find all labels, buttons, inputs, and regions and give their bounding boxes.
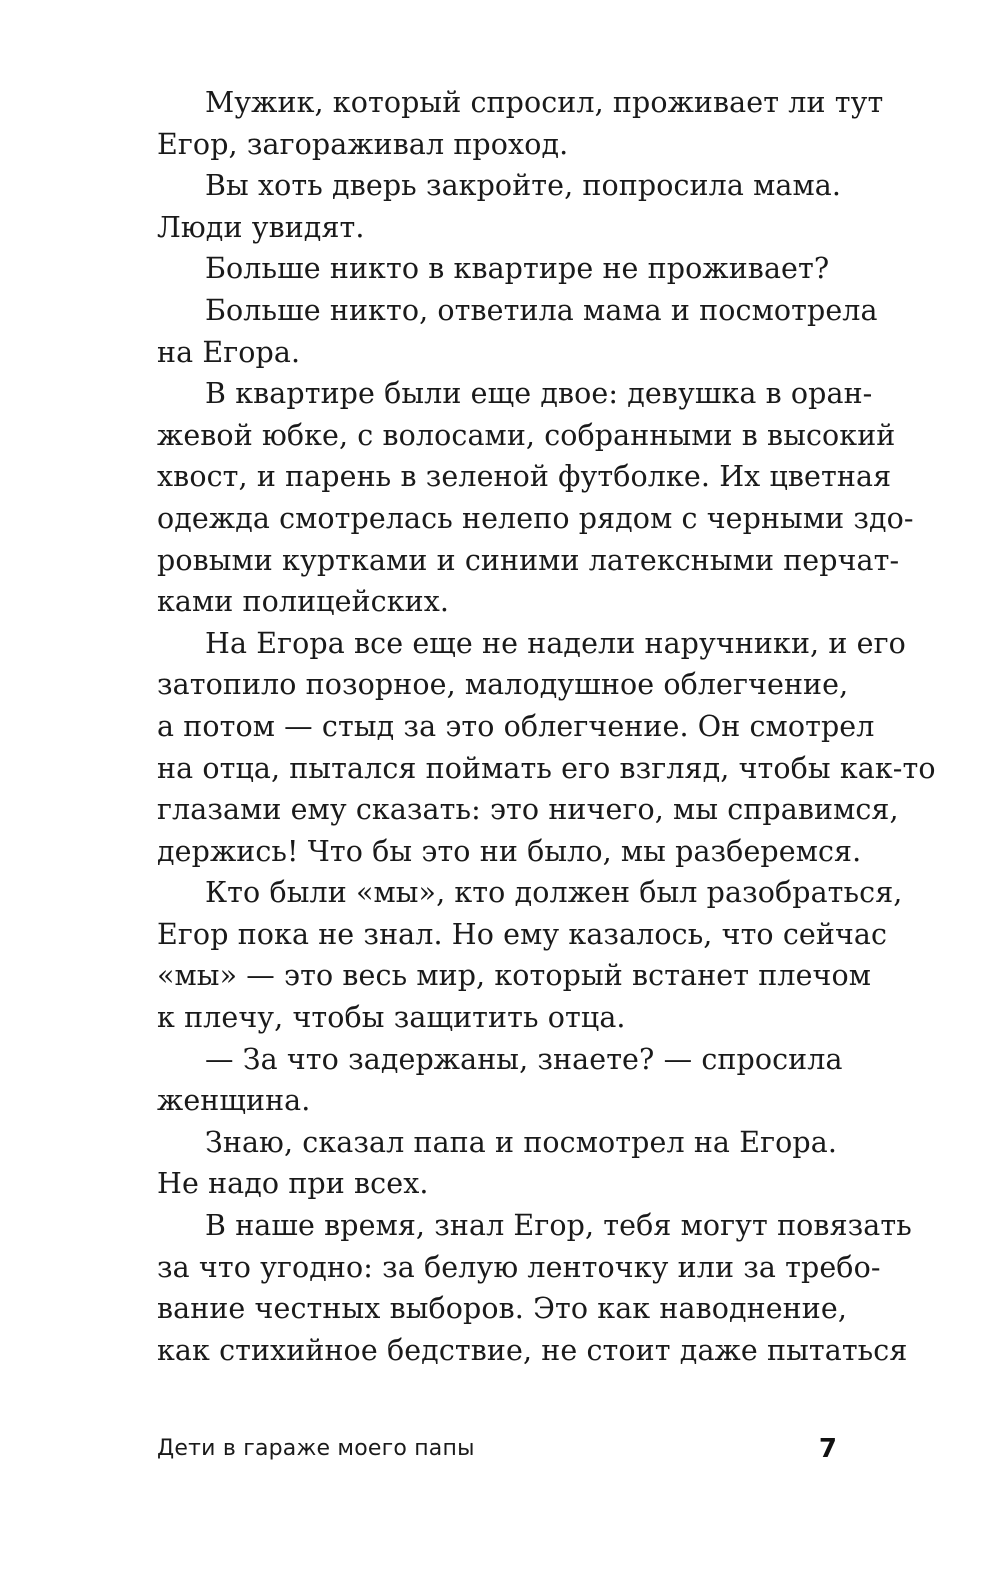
text-line: как стихийное бедствие, не стоит даже пытаться xyxy=(157,1333,908,1367)
text-line: одежда смотрелась нелепо рядом с черными здо- xyxy=(157,501,914,535)
text-line: Знаю, сказал папа и посмотрел на Егора. xyxy=(205,1125,837,1159)
text-line: Егор пока не знал. Но ему казалось, что сейчас xyxy=(157,917,888,951)
text-line: Мужик, который спросил, проживает ли тут xyxy=(205,86,884,119)
page-number: 7 xyxy=(818,1434,837,1464)
text-line: В наше время, знал Егор, тебя могут повязать xyxy=(205,1209,912,1243)
text-line: Вы хоть дверь закройте, попросила мама. xyxy=(205,169,841,203)
text-line: ками полицейских. xyxy=(157,585,450,619)
text-line: ровыми куртками и синими латексными перчат- xyxy=(157,543,900,577)
text-line: жевой юбке, с волосами, собранными в высокий xyxy=(157,418,896,452)
text-line: — За что задержаны, знаете? — спросила xyxy=(205,1042,843,1076)
text-line: На Егора все еще не надели наручники, и его xyxy=(205,626,906,660)
text-line: вание честных выборов. Это как наводнение, xyxy=(157,1292,847,1326)
text-line: Не надо при всех. xyxy=(157,1167,429,1201)
text-line: Кто были «мы», кто должен был разобраться, xyxy=(205,876,903,910)
text-line: а потом — стыд за это облегчение. Он смотрел xyxy=(157,709,875,743)
text-line: на Егора. xyxy=(157,335,301,369)
text-line: за что угодно: за белую ленточку или за требо- xyxy=(157,1250,881,1284)
text-line: на отца, пытался поймать его взгляд, чтобы как-то xyxy=(157,751,936,785)
text-line: держись! Что бы это ни было, мы разберемся. xyxy=(157,834,862,868)
text-line: «мы» — это весь мир, который встанет плечом xyxy=(157,959,872,993)
text-line: В квартире были еще двое: девушка в оран- xyxy=(205,377,873,411)
text-line: Люди увидят. xyxy=(157,210,365,244)
text-line: женщина. xyxy=(157,1084,311,1118)
page-footer xyxy=(157,1432,837,1466)
text-line: Больше никто, ответила мама и посмотрела xyxy=(205,293,878,327)
text-line: к плечу, чтобы защитить отца. xyxy=(157,1001,626,1035)
text-line: хвост, и парень в зеленой футболке. Их цветная xyxy=(157,460,892,494)
body-text xyxy=(157,82,936,1371)
text-line: Больше никто в квартире не проживает? xyxy=(205,252,830,286)
text-line: Егор, загораживал проход. xyxy=(157,127,569,161)
text-line: затопило позорное, малодушное облегчение, xyxy=(157,668,849,702)
text-line: глазами ему сказать: это ничего, мы справимся, xyxy=(157,793,899,827)
running-title: Дети в гараже моего папы xyxy=(157,1436,475,1461)
